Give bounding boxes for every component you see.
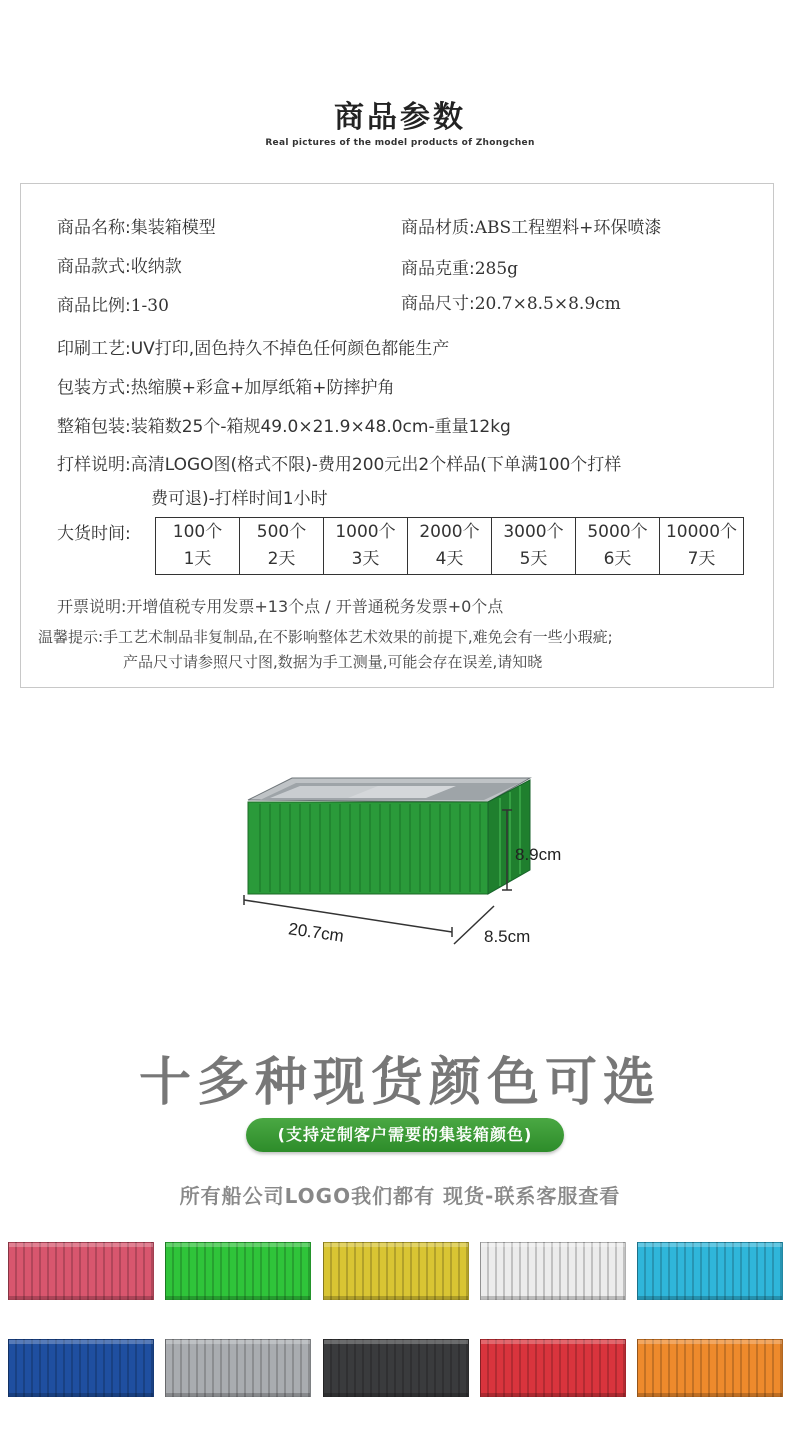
param-sample-line1: 打样说明:高清LOGO图(格式不限)-费用200元出2个样品(下单满100个打样 <box>57 455 622 475</box>
delivery-days: 2天 <box>267 549 296 569</box>
parameter-panel <box>20 183 774 688</box>
param-style-label: 商品款式: <box>57 257 131 277</box>
param-name <box>57 213 216 238</box>
color-swatch <box>637 1339 783 1397</box>
delivery-days: 5天 <box>519 549 548 569</box>
delivery-cell <box>240 518 324 575</box>
delivery-days: 7天 <box>687 549 716 569</box>
delivery-days: 3天 <box>351 549 380 569</box>
delivery-cell <box>408 518 492 575</box>
color-swatch <box>165 1339 311 1397</box>
param-scale-value: 1-30 <box>130 296 169 316</box>
product-dimension-figure <box>230 770 590 970</box>
delivery-days: 1天 <box>183 549 212 569</box>
depth-dimension-label: 8.5cm <box>484 927 531 946</box>
param-size <box>401 289 621 314</box>
delivery-cell <box>324 518 408 575</box>
container-illustration <box>248 778 530 894</box>
param-size-label: 商品尺寸: <box>401 294 475 314</box>
param-weight <box>401 254 518 279</box>
param-carton: 整箱包装:装箱数25个-箱规49.0×21.9×48.0cm-重量12kg <box>57 417 511 437</box>
param-packaging: 包装方式:热缩膜+彩盒+加厚纸箱+防摔护角 <box>57 378 395 398</box>
color-swatch <box>323 1339 469 1397</box>
height-dimension-label: 8.9cm <box>515 845 562 864</box>
param-name-value: 集装箱模型 <box>130 218 216 238</box>
delivery-qty: 3000个 <box>503 522 564 542</box>
delivery-cell <box>576 518 660 575</box>
param-sample-line2: 费可退)-打样时间1小时 <box>151 489 328 509</box>
param-size-value: 20.7×8.5×8.9cm <box>474 294 621 314</box>
color-swatch <box>637 1242 783 1300</box>
param-weight-value: 285g <box>474 259 519 279</box>
delivery-table <box>155 517 744 575</box>
delivery-qty-row <box>156 518 744 575</box>
custom-color-pill: (支持定制客户需要的集装箱颜色) <box>246 1118 564 1152</box>
param-style <box>57 252 182 277</box>
delivery-qty: 1000个 <box>335 522 396 542</box>
param-material-label: 商品材质: <box>401 218 475 238</box>
delivery-qty: 500个 <box>256 522 307 542</box>
color-swatch <box>8 1242 154 1300</box>
page-subtitle: Real pictures of the model products of Zhongchen <box>265 138 535 148</box>
delivery-qty: 5000个 <box>587 522 648 542</box>
tip-line2: 产品尺寸请参照尺寸图,数据为手工测量,可能会存在误差,请知晓 <box>123 653 543 671</box>
color-swatch <box>8 1339 154 1397</box>
delivery-days: 4天 <box>435 549 464 569</box>
color-swatch <box>323 1242 469 1300</box>
delivery-qty: 10000个 <box>665 522 738 542</box>
delivery-qty: 100个 <box>172 522 223 542</box>
delivery-label: 大货时间: <box>57 524 131 544</box>
length-dimension-label: 20.7cm <box>287 919 346 946</box>
invoice-note: 开票说明:开增值税专用发票+13个点 / 开普通税务发票+0个点 <box>57 597 504 616</box>
page-title: 商品参数 <box>334 100 466 135</box>
color-swatch <box>165 1242 311 1300</box>
logos-line: 所有船公司LOGO我们都有 现货-联系客服查看 <box>179 1184 621 1208</box>
param-scale <box>57 291 169 316</box>
param-weight-label: 商品克重: <box>401 259 475 279</box>
param-scale-label: 商品比例: <box>57 296 131 316</box>
param-name-label: 商品名称: <box>57 218 131 238</box>
param-style-value: 收纳款 <box>130 257 182 277</box>
delivery-cell <box>492 518 576 575</box>
delivery-cell <box>156 518 240 575</box>
delivery-cell <box>660 518 744 575</box>
delivery-qty: 2000个 <box>419 522 480 542</box>
tip-line1: 温馨提示:手工艺术制品非复制品,在不影响整体艺术效果的前提下,难免会有一些小瑕疵; <box>38 628 613 646</box>
param-material-value: ABS工程塑料+环保喷漆 <box>474 218 662 238</box>
color-swatch <box>480 1242 626 1300</box>
color-swatch <box>480 1339 626 1397</box>
colors-heading: 十多种现货颜色可选 <box>138 1053 661 1113</box>
delivery-days: 6天 <box>603 549 632 569</box>
param-material <box>401 213 661 238</box>
param-printing: 印刷工艺:UV打印,固色持久不掉色任何颜色都能生产 <box>57 339 450 359</box>
